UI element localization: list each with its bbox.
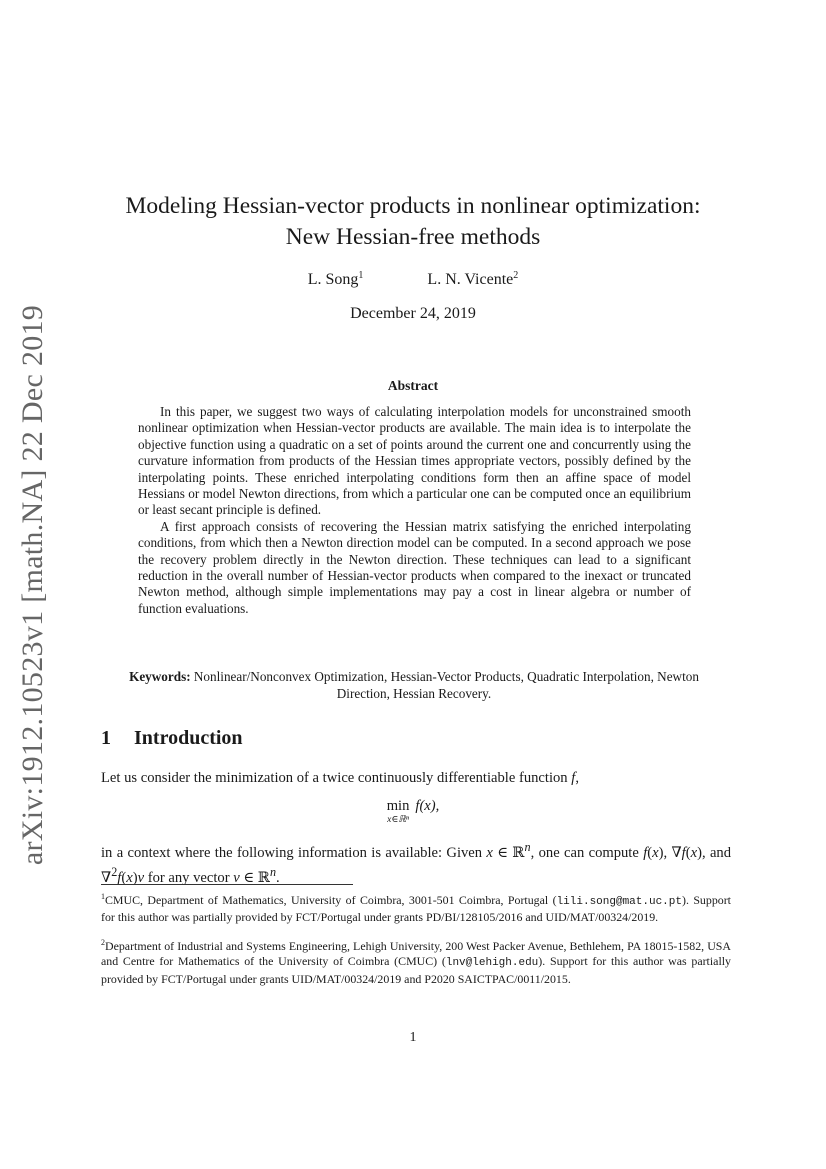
page-number: 1 <box>409 1030 417 1045</box>
author-2: L. N. Vicente$^2$ <box>427 270 519 289</box>
paper-date: December 24, 2019 <box>350 305 476 322</box>
section-heading <box>101 727 243 750</box>
intro-paragraph-2: in a context where the following information is available: Given x ∈ ℝ$^n$, one can compute f(x), ∇f(x), and ∇$^2$f(x)v for any vector v ∈ ℝ$^n$. <box>101 840 732 886</box>
footnote-rule <box>101 884 353 885</box>
abstract-paragraph-2: A first approach consists of recovering the Hessian matrix satisfying the enriched interpolating conditions, from which then a Newton direction model can be computed. In a second approach we pose the recovery problem directly in the Newton direction. These techniques can lead to a significant reduction in the overall number of Hessian-vector products when compared to the inexact or truncated Newton method, although simple implementations may pay a cost in linear algebra or number of function evaluations. <box>138 518 691 616</box>
section-title: Introduction <box>134 727 243 749</box>
title-line-1: Modeling Hessian-vector products in nonlinear optimization: <box>125 193 701 219</box>
optimization-equation <box>0 798 826 825</box>
email-link-1[interactable]: lili.song@mat.uc.pt <box>556 895 682 908</box>
abstract-heading: Abstract <box>387 378 439 393</box>
footnote-2: $^2$Department of Industrial and Systems Engineering, Lehigh University, 200 West Packer Avenue, Bethlehem, PA 18015-1582, USA and Centre for Mathematics of the University of Coimbra (CMUC) (lnv@lehigh.edu). Support for this author was partially provided by FCT/Portugal under grants UID/MAT/00324/2019 and P2020 SAICTPAC/0011/2015. <box>101 938 731 986</box>
intro-sentence: Let us consider the minimization of a twice continuously differentiable function f, <box>101 770 579 786</box>
arxiv-stamp: arXiv:1912.10523v1 [math.NA] 22 Dec 2019 <box>16 304 49 866</box>
keywords-text: Nonlinear/Nonconvex Optimization, Hessian-Vector Products, Quadratic Interpolation, Newton Direction, Hessian Recovery. <box>193 669 699 701</box>
abstract-paragraph-1: In this paper, we suggest two ways of calculating interpolation models for unconstrained smooth nonlinear optimization when Hessian-vector products are available. The main idea is to interpolate the objective function using a quadratic on a set of points around the current one and concurrently using the curvature information from products of the Hessian times appropriate vectors, possibly defined by the interpolating points. These enriched interpolating conditions form then an affine space of model Hessians or model Newton directions, from which a particular one can be computed once an equilibrium or least secant principle is defined. <box>138 404 691 518</box>
keywords-label: Keywords: <box>129 669 191 684</box>
eq-min-operator: min x∈ℝⁿ <box>386 798 410 825</box>
author-1: L. Song$^1$ <box>307 270 364 289</box>
eq-subscript: x∈ℝⁿ <box>387 815 409 825</box>
author-list <box>0 270 826 289</box>
keywords <box>108 668 720 702</box>
paper-title <box>0 191 826 253</box>
eq-objective: f(x), <box>415 798 440 814</box>
section-number: 1 <box>101 727 111 749</box>
email-link-2[interactable]: lnv@lehigh.edu <box>445 957 539 970</box>
title-line-2: New Hessian-free methods <box>285 224 541 250</box>
footnote-1: $^1$CMUC, Department of Mathematics, University of Coimbra, 3001-501 Coimbra, Portugal (lili.song@mat.uc.pt). Support for this author was partially provided by FCT/Portugal under grants PD/BI/128105/2016 and UID/MAT/00324/2019. <box>101 892 731 925</box>
abstract-body <box>138 404 691 617</box>
